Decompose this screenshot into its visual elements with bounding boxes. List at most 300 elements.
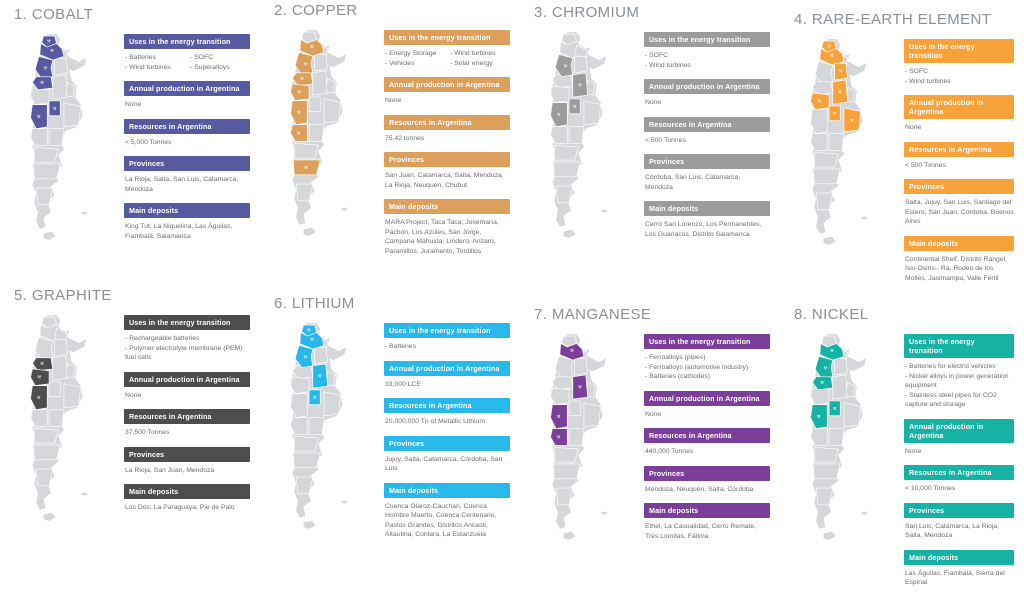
section-header: Provinces [904,503,1014,518]
province-shape-buenosaires [584,101,601,125]
section-cobalt-4 [124,203,250,241]
section-item: La Rioja, Salta, San Luis, Catamarca, Mendoza [125,176,239,193]
section-chromium-2 [644,117,770,146]
section-manganese-2 [644,428,770,457]
section-item: None [125,391,142,399]
section-cobalt-3 [124,156,250,194]
tierra-del-fuego-shape [44,232,56,240]
section-header: Main deposits [384,199,510,214]
section-chromium-1 [644,79,770,108]
section-header: Main deposits [644,503,770,518]
section-item: Los Dos, La Paraguaya, Pie de Palo [125,504,235,512]
section-text [644,447,770,457]
section-item: - Nickel alloys in power generation equipment [905,372,1009,390]
section-text [904,447,1014,457]
section-lithium-1 [384,361,510,390]
mine-marker-icon: ⚒ [304,165,308,171]
section-manganese-1 [644,391,770,420]
panel-title: 4. RARE-EARTH ELEMENT [794,11,992,28]
province-shape-neuquen [811,429,828,446]
section-header: Uses in the energy transition [904,334,1014,358]
section-item: None [385,97,402,105]
section-header: Main deposits [904,550,1014,565]
argentina-map [792,327,894,549]
argentina-map [272,23,374,245]
province-shape-rionegro [34,428,58,443]
section-item: < 500 Tonnes [905,161,946,169]
section-item: - Wind turbines [905,77,951,85]
mine-marker-icon: ⚒ [816,414,821,420]
section-item: < 10,000 Tonnes [905,485,956,493]
section-text [904,123,1014,133]
section-header: Resources in Argentina [384,398,510,413]
section-item: - Rechargeable batteries [125,335,200,342]
section-item: 37,500 Tonnes [125,429,170,437]
section-header: Uses in the energy transition [644,32,770,47]
section-header: Annual production in Argentina [124,81,250,96]
section-text [384,417,510,427]
section-item: - Wind turbines [125,63,171,71]
section-graphite-4 [124,484,250,513]
mine-marker-icon: ⚒ [838,69,843,75]
section-header: Provinces [384,152,510,167]
section-header: Resources in Argentina [904,142,1014,157]
argentina-map [792,32,894,254]
section-item: - Vehicles [385,59,415,67]
section-item: - Polymer electrolyte membrane (PEM) fuel cells [125,344,243,362]
info-column [384,23,510,265]
section-text [384,96,510,106]
province-shape-chubut [813,464,840,479]
section-graphite-2 [124,409,250,438]
section-text [124,175,250,194]
mine-marker-icon: ⚒ [826,44,831,50]
section-item: None [125,101,142,109]
section-header: Resources in Argentina [644,117,770,132]
panel-body [792,32,1014,292]
mine-marker-icon: ⚒ [296,131,301,137]
province-shape-lapampa [829,429,844,446]
info-column [124,308,250,522]
province-shape-sanjuan [291,377,310,394]
province-shape-lapampa [829,134,844,151]
section-nickel-1 [904,419,1014,457]
section-text [124,100,250,110]
province-shape-santiago [315,54,328,71]
argentina-map-svg [532,25,634,247]
section-text [124,466,250,476]
section-manganese-0 [644,334,770,382]
province-shape-chubut [33,164,60,179]
section-item: None [645,99,662,107]
section-chromium-3 [644,154,770,192]
panel-body [12,308,250,530]
mine-marker-icon: ⚒ [820,381,824,387]
province-shape-sanluis [49,382,60,397]
province-shape-buenosaires [64,384,81,408]
section-text [644,220,770,239]
panel-graphite [0,282,260,564]
province-shape-buenosaires [324,99,341,123]
section-text [124,503,250,513]
malvinas-islands-shape [602,512,608,515]
section-item: La Rioja, San Juan, Mendoza [125,466,215,474]
malvinas-islands-shape [602,210,608,213]
malvinas-islands-shape [342,208,348,211]
province-shape-santacruz [816,488,833,505]
province-shape-chubut [33,445,60,460]
argentina-map [532,327,634,549]
section-item: San Luis, Catamarca, La Rioja, Salta, Mendoza [905,522,1000,540]
malvinas-islands-shape [82,212,88,215]
panel-rare-earth-element [780,0,1024,282]
section-text [124,138,250,148]
section-header: Uses in the energy transition [124,34,250,49]
province-shape-chubut [553,162,580,177]
mine-marker-icon: ⚒ [563,64,568,70]
section-copper-0 [384,30,510,68]
province-shape-neuquen [31,129,48,146]
province-shape-sanluis [309,97,320,112]
section-text [644,51,770,70]
section-text [644,136,770,146]
section-rare-earth-element-1 [904,95,1014,133]
section-header: Resources in Argentina [124,409,250,424]
mine-marker-icon: ⚒ [829,54,834,60]
section-item: MARA Project, Taca Taca, Josemaría, Pachón, Los Azules, San Jorge, Campana Mahuida, Lindero, Arizaro, Paramillos, Juramento, Tordillos [385,219,499,255]
province-shape-neuquen [31,410,48,427]
section-graphite-0 [124,315,250,363]
section-text [644,410,770,420]
section-item: Mendoza, Neuquén, Salta, Córdoba [645,485,754,493]
province-shape-cordoba [53,75,68,99]
section-header: Uses in the energy transition [384,30,510,45]
province-shape-mendoza [811,110,828,134]
province-shape-lapampa [309,125,324,142]
mine-marker-icon: ⚒ [309,45,314,51]
malvinas-islands-shape [862,512,868,515]
panel-cobalt [0,0,260,282]
mine-marker-icon: ⚒ [303,62,308,68]
section-nickel-0 [904,334,1014,410]
section-text [124,428,250,438]
section-header: Main deposits [904,236,1014,251]
province-shape-chubut [553,464,580,479]
section-item: < 500 Tonnes [645,136,686,144]
section-item: King Tut, La Niquelina, Las Águilas, Fiambalá, Salamanca [125,223,233,240]
province-shape-rionegro [554,447,578,462]
province-shape-chubut [813,169,840,184]
section-header: Uses in the energy transition [644,334,770,349]
mine-marker-icon: ⚒ [577,385,582,391]
section-header: Annual production in Argentina [384,361,510,376]
province-shape-buenosaires [324,392,341,416]
province-shape-buenosaires [584,403,601,427]
info-column [124,27,250,250]
section-text [904,522,1014,541]
info-column [644,25,770,248]
province-shape-cordoba [313,71,328,95]
mine-marker-icon: ⚒ [556,414,561,420]
section-text [384,49,510,68]
section-text [124,334,250,363]
mine-marker-icon: ⚒ [40,81,44,87]
panel-title: 3. CHROMIUM [534,4,640,21]
section-item: Cuenca Olaroz-Cauchari, Cuenca Hombre Muerto, Cuenca Centenario, Pastos Grandes, Distritos Ancasti, Altautina, Conlara, La Estanzuela [385,502,497,539]
section-item: Salta, Jujuy, San Luis, Santiago del Estero, San Juan, Córdoba, Buenos Aires [905,199,1014,226]
section-text [904,198,1014,227]
argentina-map [12,27,114,249]
province-shape-lapampa [49,129,64,146]
argentina-map-svg [792,32,894,254]
section-item: - Energy Storage [385,50,437,57]
province-shape-rionegro [814,152,838,167]
section-copper-1 [384,77,510,106]
panel-copper [260,0,520,282]
section-header: Provinces [644,466,770,481]
mine-marker-icon: ⚒ [556,112,561,118]
province-shape-santacruz [556,488,573,505]
mine-marker-icon: ⚒ [37,375,42,381]
province-shape-lapampa [569,127,584,144]
section-text [384,171,510,190]
province-shape-cordoba [833,375,848,399]
province-shape-sanjuan [551,86,570,103]
section-lithium-0 [384,323,510,352]
mine-marker-icon: ⚒ [556,435,561,441]
panel-nickel [780,282,1024,587]
mine-marker-icon: ⚒ [36,395,41,401]
section-chromium-4 [644,201,770,239]
province-shape-neuquen [551,127,568,144]
section-cobalt-0 [124,34,250,72]
malvinas-islands-shape [862,217,868,220]
province-shape-santacruz [296,184,313,201]
section-header: Resources in Argentina [124,119,250,134]
province-shape-neuquen [811,134,828,151]
section-item: - Batteries (cathodes) [645,373,710,381]
mine-marker-icon: ⚒ [829,349,834,355]
section-text [644,98,770,108]
panel-title: 8. NICKEL [794,306,869,323]
mine-marker-icon: ⚒ [312,395,317,401]
section-item: - Batteries [125,54,156,61]
section-text [644,485,770,495]
mine-marker-icon: ⚒ [36,114,41,120]
mine-marker-icon: ⚒ [577,83,582,89]
section-manganese-3 [644,466,770,495]
province-shape-santiago [575,56,588,73]
section-rare-earth-element-4 [904,236,1014,284]
section-header: Annual production in Argentina [644,79,770,94]
section-item: Jujuy, Salta, Catamarca, Córdoba, San Luis [385,455,503,473]
section-item: - Wind turbines [645,61,691,69]
section-item: - Solar energy [450,59,493,67]
argentina-map-svg [12,27,114,249]
argentina-map [272,316,374,538]
section-lithium-2 [384,398,510,427]
panel-title: 1. COBALT [14,6,94,23]
panel-lithium [260,282,520,564]
panel-body [272,23,510,265]
province-shape-chubut [293,453,320,468]
info-column [904,32,1014,292]
section-text [644,522,770,541]
section-header: Main deposits [124,484,250,499]
panel-manganese [520,282,780,564]
tierra-del-fuego-shape [564,532,576,540]
section-item: - SOFC [190,54,214,61]
argentina-map-svg [12,308,114,530]
section-header: Annual production in Argentina [124,372,250,387]
info-column [384,316,510,549]
province-shape-mendoza [291,394,308,418]
mine-marker-icon: ⚒ [823,366,828,372]
section-lithium-3 [384,436,510,474]
section-text [384,342,510,352]
section-header: Main deposits [124,203,250,218]
province-shape-lapampa [309,418,324,435]
section-header: Annual production in Argentina [644,391,770,406]
panel-body [532,327,770,550]
section-text [644,353,770,382]
mine-marker-icon: ⚒ [572,104,577,110]
section-item: - SOFC [645,52,669,59]
section-header: Annual production in Argentina [904,95,1014,119]
panel-title: 7. MANGANESE [534,306,652,323]
section-item: None [905,124,922,132]
section-header: Main deposits [384,483,510,498]
section-text [904,255,1014,284]
argentina-map-svg [272,23,374,245]
section-item: - Batteries for electric vehicles [905,363,996,370]
section-text [904,67,1014,86]
info-column [904,327,1014,597]
province-shape-santacruz [36,188,53,205]
section-item: 75.42 tonnes [385,134,425,142]
argentina-map [12,308,114,530]
section-lithium-4 [384,483,510,540]
section-chromium-0 [644,32,770,70]
province-shape-sanjuan [811,388,830,405]
province-shape-sanjuan [551,388,570,405]
section-header: Provinces [644,154,770,169]
section-header: Provinces [904,179,1014,194]
section-graphite-3 [124,447,250,476]
section-text [904,484,1014,494]
mine-marker-icon: ⚒ [52,106,57,112]
mine-marker-icon: ⚒ [300,77,304,83]
section-item: Continental Shelf, Distrito Rangel, Isis-Osiris-, Ra, Rodeo de los Molles, Jasimampa, Valle Fértil [905,255,1008,282]
section-text [904,569,1014,588]
province-shape-santiago [55,58,68,75]
section-header: Main deposits [644,201,770,216]
panel-body [532,25,770,248]
section-rare-earth-element-3 [904,179,1014,227]
panel-body [272,316,510,549]
malvinas-islands-shape [82,493,88,496]
section-item: Córdoba, San Luis, Catamarca, Mendoza [645,174,741,191]
province-shape-rionegro [554,145,578,160]
section-item: 440,000 Tonnes [645,448,694,456]
section-text [384,455,510,474]
panel-title: 2. COPPER [274,2,358,19]
province-shape-lapampa [49,410,64,427]
tierra-del-fuego-shape [824,532,836,540]
section-nickel-2 [904,465,1014,494]
mine-marker-icon: ⚒ [49,49,54,55]
mine-marker-icon: ⚒ [297,90,302,96]
section-header: Resources in Argentina [644,428,770,443]
panel-body [12,27,250,250]
section-copper-4 [384,199,510,256]
section-item: 20,000,000 Tn of Metallic Lithium [385,418,485,426]
province-shape-rionegro [294,143,318,158]
mine-marker-icon: ⚒ [569,349,574,355]
section-header: Provinces [124,156,250,171]
province-shape-sanjuan [31,88,50,105]
section-nickel-3 [904,503,1014,541]
mine-marker-icon: ⚒ [296,110,301,116]
section-item: - Ferroalloys (automotive industry) [645,363,749,371]
province-shape-santiago [315,347,328,364]
section-header: Provinces [384,436,510,451]
tierra-del-fuego-shape [824,237,836,245]
section-item: - Superalloys [190,63,230,71]
mine-marker-icon: ⚒ [306,328,311,334]
mine-marker-icon: ⚒ [849,118,854,124]
section-text [904,161,1014,171]
section-item: Las Águilas, Fiambalá, Sierra del Espinal [905,569,1005,587]
section-copper-2 [384,115,510,144]
mine-marker-icon: ⚒ [837,90,842,96]
mine-marker-icon: ⚒ [40,362,44,368]
mine-marker-icon: ⚒ [832,111,837,117]
tierra-del-fuego-shape [304,228,316,236]
mine-marker-icon: ⚒ [317,374,322,380]
section-text [384,380,510,390]
province-shape-santiago [575,358,588,375]
province-shape-santacruz [556,186,573,203]
section-header: Uses in the energy transition [904,39,1014,63]
province-shape-lapampa [569,429,584,446]
province-shape-cordoba [53,356,68,380]
section-item: None [905,447,922,455]
province-shape-rionegro [294,436,318,451]
section-cobalt-2 [124,119,250,148]
province-shape-rionegro [814,447,838,462]
mine-marker-icon: ⚒ [817,99,822,105]
province-shape-santiago [835,358,848,375]
section-item: < 5,000 Tonnes [125,138,172,146]
section-copper-3 [384,152,510,190]
section-text [384,218,510,256]
section-text [384,502,510,540]
section-header: Annual production in Argentina [384,77,510,92]
argentina-map [532,25,634,247]
province-shape-santacruz [296,477,313,494]
section-text [124,391,250,401]
mine-marker-icon: ⚒ [46,39,51,45]
mine-marker-icon: ⚒ [309,338,314,344]
section-manganese-4 [644,503,770,541]
section-header: Uses in the energy transition [124,315,250,330]
section-item: None [645,410,662,418]
section-item: - Batteries [385,343,416,350]
mine-marker-icon: ⚒ [303,355,308,361]
province-shape-sanluis [569,401,580,416]
argentina-map-svg [532,327,634,549]
